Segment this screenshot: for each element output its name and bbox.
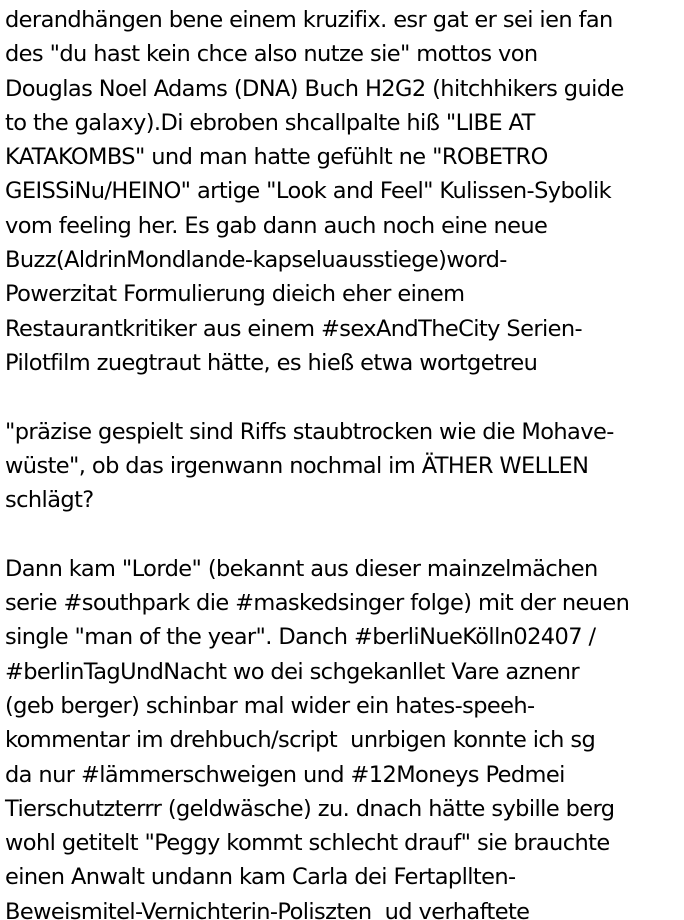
text-line: wohl getitelt "Peggy kommt schlecht drauf" sie brauchte [5,830,610,857]
text-line: Tierschutzterrr (geldwäsche) zu. dnach hätte sybille berg [5,795,615,822]
paragraph-2 [5,415,684,518]
text-line: (geb berger) schinbar mal wider ein hates-speeh- [5,692,535,719]
paragraph-gap [5,517,684,551]
text-line: Beweismitel-Vernichterin-Poliszten ud verhaftete [5,898,530,920]
text-line: GEISSiNu/HEINO" artige "Look and Feel" Kulissen-Sybolik [5,178,612,205]
paragraph-3 [5,552,684,920]
text-line: to the galaxy).Di ebroben shcallpalte hiß "LIBE AT [5,109,535,136]
text-line: "präzise gespielt sind Riffs staubtrocken wie die Mohave- [5,418,614,445]
text-line: Powerzitat Formulierung dieich eher einem [5,281,465,308]
text-line: single "man of the year". Danch #berliNueKölln02407 / [5,624,596,651]
text-line: wüste", ob das irgenwann nochmal im ÄTHER WELLEN [5,452,589,479]
text-line: da nur #lämmerschweigen und #12Moneys Pedmei [5,761,565,788]
text-line: KATAKOMBS" und man hatte gefühlt ne "ROBETRO [5,144,548,171]
text-line: des "du hast kein chce also nutze sie" mottos von [5,41,538,68]
text-line: Buzz(AldrinMondlande-kapseluausstiege)word- [5,247,507,274]
text-line: #berlinTagUndNacht wo dei schgekanllet Vare aznenr [5,658,580,685]
text-line: Douglas Noel Adams (DNA) Buch H2G2 (hitchhikers guide [5,75,624,102]
text-line: Dann kam "Lorde" (bekannt aus dieser mainzelmächen [5,555,598,582]
text-line: schlägt? [5,487,94,514]
text-line: Pilotfilm zuegtraut hätte, es hieß etwa wortgetreu [5,349,538,376]
text-line: vom feeling her. Es gab dann auch noch eine neue [5,212,548,239]
paragraph-1 [5,3,684,380]
text-line: kommentar im drehbuch/script unrbigen konnte ich sg [5,727,596,754]
text-line: derandhängen bene einem kruzifix. esr gat er sei ien fan [5,7,613,33]
text-line: einen Anwalt undann kam Carla dei Fertapllten- [5,864,516,891]
paragraph-gap [5,380,684,414]
text-line: Restaurantkritiker aus einem #sexAndTheCity Serien- [5,315,583,342]
text-line: serie #southpark die #maskedsinger folge) mit der neuen [5,590,630,617]
